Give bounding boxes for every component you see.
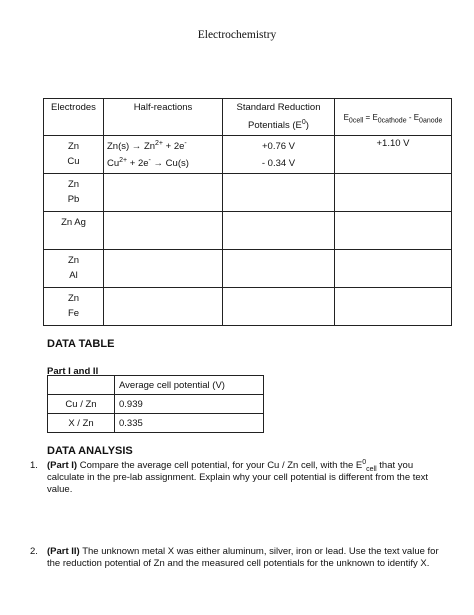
- reduction-potential-cell: +0.76 V - 0.34 V: [223, 136, 335, 174]
- reduction-potential-cell: [223, 288, 335, 326]
- document-title: Electrochemistry: [197, 29, 277, 41]
- table-row: [44, 136, 452, 174]
- half-reaction-cell: [104, 174, 223, 212]
- table-row: [48, 414, 264, 433]
- potential-value: 0.335: [115, 414, 264, 433]
- question-number: 1.: [30, 460, 38, 471]
- table-row: [48, 376, 264, 395]
- electrode-cell: Zn Fe: [44, 288, 104, 326]
- corner-cell: [48, 376, 115, 395]
- header-ecell-formula: $E_{0cell} = E_{0cathode} - E_{0anode}$: [335, 99, 452, 136]
- half-reaction-cell: [104, 212, 223, 250]
- half-reaction-cell: $Zn(s) \to Zn^{2+} + 2e^-$ $Cu^{2+} + 2e^- \to Cu(s)$: [104, 136, 223, 174]
- ecell-cell: [335, 250, 452, 288]
- pair-label: X / Zn: [48, 414, 115, 433]
- part-label: Part I and II: [47, 366, 99, 377]
- table-row: [44, 174, 452, 212]
- question-text: (Part II) The unknown metal X was either aluminum, silver, iron or lead. Use the text value for the reduction potential of Zn and the measured cell potentials for the unknown to identify X.: [47, 546, 439, 569]
- electrode-table: [43, 98, 452, 326]
- ecell-cell: [335, 212, 452, 250]
- ecell-cell: [335, 174, 452, 212]
- question-1: [30, 460, 450, 496]
- reduction-potential-cell: [223, 212, 335, 250]
- header-average-potential: Average cell potential (V): [115, 376, 264, 395]
- ecell-cell: [335, 288, 452, 326]
- header-standard-reduction: Standard Reduction Potentials $(E^0)$: [223, 99, 335, 136]
- pair-label: Cu / Zn: [48, 395, 115, 414]
- data-table-heading: DATA TABLE: [47, 338, 115, 350]
- header-half-reactions: Half-reactions: [104, 99, 223, 136]
- ecell-cell: +1.10 V: [335, 136, 452, 174]
- question-number: 2.: [30, 546, 38, 557]
- reduction-potential-cell: [223, 174, 335, 212]
- table-row: [44, 288, 452, 326]
- table-row: [44, 212, 452, 250]
- reduction-potential-cell: [223, 250, 335, 288]
- half-reaction-cell: [104, 288, 223, 326]
- table-row: [48, 395, 264, 414]
- potential-value: 0.939: [115, 395, 264, 414]
- electrode-cell: Zn Pb: [44, 174, 104, 212]
- data-analysis-heading: DATA ANALYSIS: [47, 445, 133, 457]
- half-reaction-cell: [104, 250, 223, 288]
- table-row: [44, 250, 452, 288]
- question-text: (Part I) Compare the average cell potential, for your Cu / Zn cell, with the $E^0_{cell}$ that you calculate in the pre-lab assignment. Explain why your cell potential is different from the text value.: [47, 458, 429, 495]
- cell-potential-table: [47, 375, 264, 433]
- electrode-table-header: [44, 99, 452, 136]
- electrode-cell: Zn Cu: [44, 136, 104, 174]
- question-2: [30, 546, 450, 570]
- electrode-cell: Zn Ag: [44, 212, 104, 250]
- header-electrodes: Electrodes: [44, 99, 104, 136]
- electrode-cell: Zn Al: [44, 250, 104, 288]
